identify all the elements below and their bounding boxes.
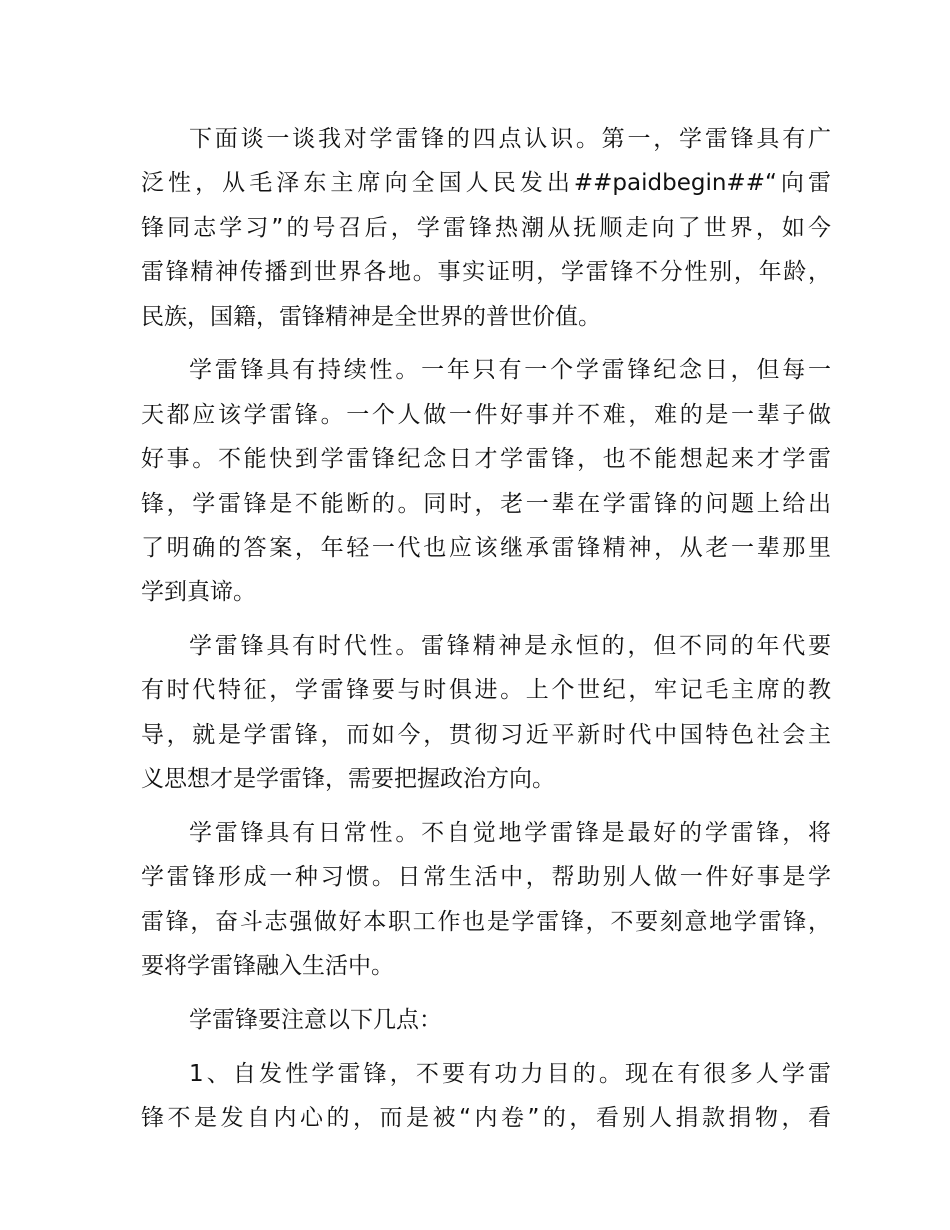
paragraph-four-points-intro [141, 117, 831, 339]
text-line: 了明确的答案，年轻一代也应该继承雷锋精神，从老一辈那里 [141, 534, 831, 561]
text-line: 义思想才是学雷锋，需要把握政治方向。 [141, 766, 555, 793]
text-line: 要将学雷锋融入生活中。 [141, 953, 394, 980]
text-line: 雷锋，奋斗志强做好本职工作也是学雷锋，不要刻意地学雷锋， [141, 908, 831, 935]
text-line: 泛性，从毛泽东主席向全国人民发出##paidbegin##“向雷 [141, 170, 831, 197]
text-line: 锋不是发自内心的，而是被“内卷”的，看别人捐款捐物，看 [141, 1105, 831, 1132]
paragraph-continuity [141, 348, 831, 614]
paragraph-point-one [141, 1052, 831, 1141]
text-line: 锋，学雷锋是不能断的。同时，老一辈在学雷锋的问题上给出 [141, 490, 831, 517]
text-line: 下面谈一谈我对学雷锋的四点认识。第一，学雷锋具有广 [189, 126, 831, 152]
text-line: 学雷锋形成一种习惯。日常生活中，帮助别人做一件好事是学 [141, 864, 831, 891]
text-line: 导，就是学雷锋，而如今，贯彻习近平新时代中国特色社会主 [141, 721, 831, 748]
text-line: 有时代特征，学雷锋要与时俱进。上个世纪，牢记毛主席的教 [141, 677, 831, 704]
text-line: 民族，国籍，雷锋精神是全世界的普世价值。 [141, 303, 601, 330]
text-line: 学雷锋具有持续性。一年只有一个学雷锋纪念日，但每一 [189, 357, 831, 384]
text-line: 1、自发性学雷锋，不要有功力目的。现在有很多人学雷 [189, 1060, 831, 1087]
text-line: 学到真谛。 [141, 579, 256, 606]
paragraph-daily [141, 811, 831, 989]
paragraph-timeliness [141, 624, 831, 802]
text-line: 学雷锋具有时代性。雷锋精神是永恒的，但不同的年代要 [189, 633, 831, 660]
text-line: 学雷锋具有日常性。不自觉地学雷锋是最好的学雷锋，将 [189, 820, 831, 847]
document-body [141, 117, 831, 1150]
text-line: 好事。不能快到学雷锋纪念日才学雷锋，也不能想起来才学雷 [141, 446, 831, 473]
paragraph-notes-heading [141, 998, 831, 1042]
text-line: 锋同志学习”的号召后，学雷锋热潮从抚顺走向了世界，如今 [141, 214, 831, 241]
text-line: 雷锋精神传播到世界各地。事实证明，学雷锋不分性别，年龄， [141, 259, 831, 286]
text-line: 学雷锋要注意以下几点： [189, 1006, 442, 1033]
text-line: 天都应该学雷锋。一个人做一件好事并不难，难的是一辈子做 [141, 401, 831, 428]
